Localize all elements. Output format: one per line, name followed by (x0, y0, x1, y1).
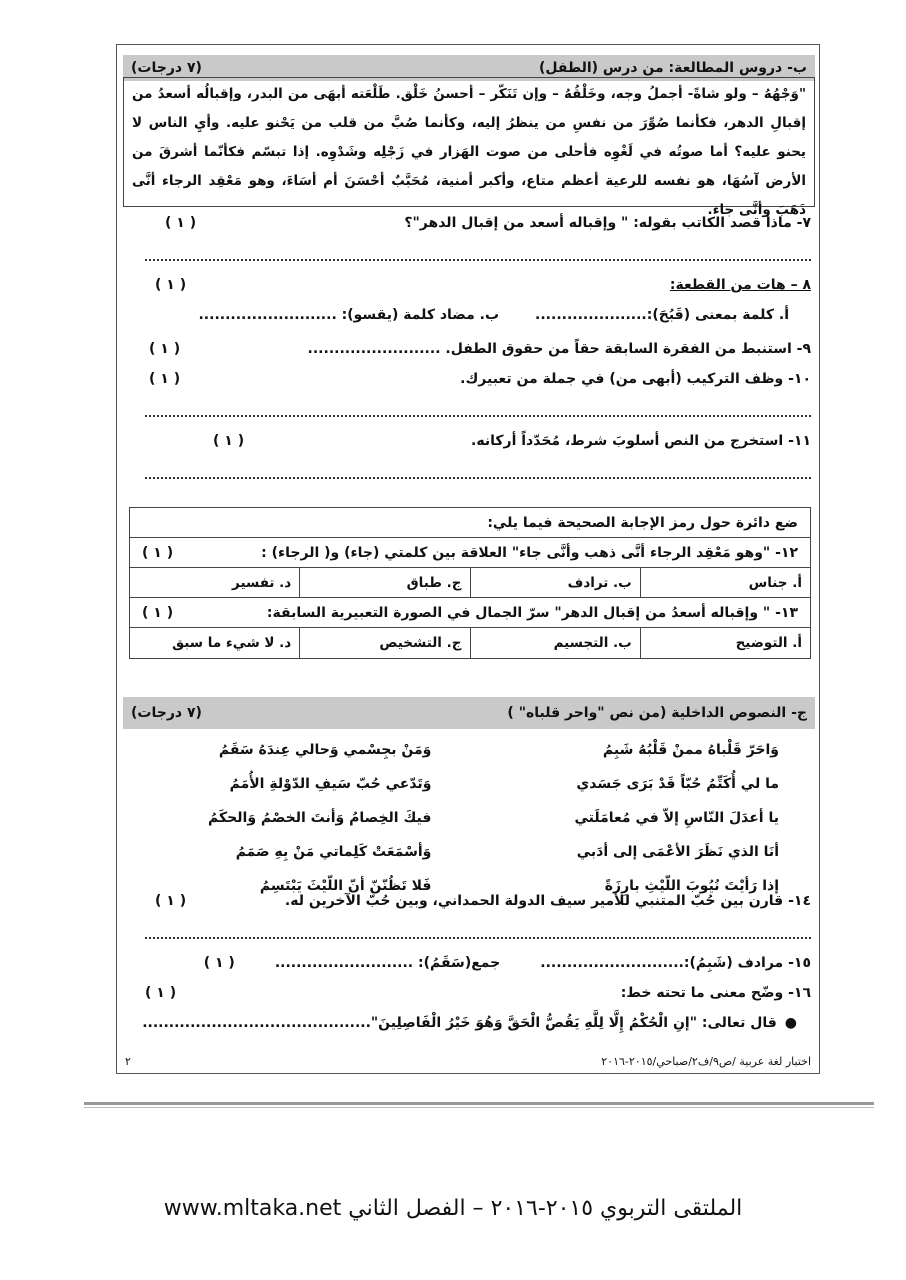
poem-verse: ما لي أُكَتِّمُ حُبّاً قَدْ بَرَى جَسَدي وَتَدّعي حُبّ سَيفِ الدّوْلةِ الأُمَمُ (229, 776, 779, 792)
answer-line[interactable] (145, 415, 811, 417)
question-10-text: ١٠- وظف التركيب (أبهى من) في جملة من تعبيرك. (460, 371, 811, 387)
option-b[interactable]: ب. ترادف (470, 568, 640, 597)
option-a[interactable]: أ. التوضيح (640, 628, 810, 658)
question-16-quote: قال تعالى: "إنِ الْحُكْمُ إِلَّا لِلَّهِ يَقُصُّ الْحَقَّ وَهُوَ خَيْرُ الْفَاصِلِينَ"........................................... (142, 1015, 777, 1031)
question-8-a[interactable]: أ. كلمة بمعنى (قَبُحَ):..................... (535, 307, 789, 323)
question-11 (125, 433, 811, 449)
question-7-text: ٧- ماذا قصد الكاتب بقوله: " وإقباله أسعد من إقبال الدهر"؟ (404, 215, 811, 231)
question-13 (130, 598, 810, 628)
option-a[interactable]: أ. جناس (640, 568, 810, 597)
question-9 (125, 341, 811, 357)
question-16 (125, 985, 811, 1001)
question-9-mark: ( ١ ) (149, 341, 181, 357)
mcq-table (129, 507, 811, 659)
poem-verse: يا أعدَلَ النّاسِ إلاّ في مُعامَلَتي فيكَ الخِصامُ وَأنتَ الخصْمُ وَالحكَمُ (208, 810, 779, 826)
question-13-text: ١٣- " وإقباله أسعدُ من إقبال الدهر" سرّ الجمال في الصورة التعبيرية السابقة: (266, 604, 798, 621)
question-8-mark: ( ١ ) (155, 277, 187, 293)
question-12 (130, 538, 810, 568)
option-d[interactable]: د. تفسير (232, 574, 292, 591)
question-15 (125, 955, 811, 971)
question-12-options (130, 568, 810, 598)
section-c-title: ج- النصوص الداخلية (من نص "واحر قلباه" ) (507, 705, 807, 721)
question-8-b[interactable]: ب. مضاد كلمة (يقسو): .......................... (198, 307, 500, 323)
section-c-header (123, 697, 815, 729)
poem-verse: أنَا الذي نَظَرَ الأعْمَى إلى أدَبي وَأسْمَعَتْ كَلِماتي مَنْ بِهِ صَمَمُ (235, 844, 779, 860)
question-14-text: ١٤- قارن بين حُبّ المتنبي للأمير سيف الدولة الحمداني، وبين حُبّ الآخرين له. (284, 893, 811, 909)
poem (147, 733, 779, 903)
question-14-mark: ( ١ ) (155, 893, 187, 909)
reading-passage: "وَجْهُهُ – ولو شاةً- أجملُ وجه، وخَلْقُهُ – وإن تَنَكّر – أحسنُ خَلْق. طَلْعَته أبهَى من البدر، وإقبالُه أسعدُ من إقبالِ الدهر، فكأنما صُوِّرَ من نفسِ من ينظرُ إليه، وكأنما صُبَّ من قلب من يَحْنو عليه. وأيِ الناس لا يحنو عليه؟ أما صوتُه في لَغْوِه فأحلى من صوت الهَزار في زَجْلِه وشَدْوِه. إذا تبسّم فكأنّما أشرقَ من الأرض آسُهَا، هو نفسه للرعية أعظم متاع، وأكبر أمنية، مُحَبَّبٌ أحْسَنَ أم أسَاءَ، وهو مَعْقِد الرجاء أنَّى ذَهَبَ وأنَّى جاء. (123, 77, 815, 207)
question-13-mark: ( ١ ) (142, 604, 174, 621)
question-7 (125, 215, 811, 231)
option-b[interactable]: ب. التجسيم (470, 628, 640, 658)
exam-page-frame (116, 44, 820, 1074)
mcq-instruction: ضع دائرة حول رمز الإجابة الصحيحة فيما يلي: (130, 508, 810, 538)
question-15-mark: ( ١ ) (203, 955, 235, 971)
site-credit: الملتقى التربوي ٢٠١٥-٢٠١٦ – الفصل الثاني www.mltaka.net (163, 1196, 743, 1221)
question-9-text: ٩- استنبط من الفقرة السابقة حقاً من حقوق الطفل. ......................... (307, 341, 811, 357)
question-16-mark: ( ١ ) (145, 985, 177, 1001)
option-c[interactable]: ج. التشخيص (299, 628, 469, 658)
question-12-text: ١٢- "وهو مَعْقِد الرجاء أنَّى ذهب وأنَّى جاء" العلاقة بين كلمتي (جاء) و( الرجاء) : (261, 544, 798, 561)
question-15-a[interactable]: ١٥- مرادف (شَبِمُ):........................... (540, 955, 811, 971)
question-10 (125, 371, 811, 387)
divider (84, 1102, 874, 1105)
divider (84, 1107, 874, 1108)
question-8-parts (125, 307, 789, 323)
question-13-options (130, 628, 810, 658)
question-8 (125, 277, 811, 293)
answer-line[interactable] (145, 477, 811, 479)
question-15-b[interactable]: جمع(سَقَمُ): .......................... (274, 955, 501, 971)
poem-verse: إذا رَأيْتَ نُيُوبَ اللّيْثِ بارِزَةً فَلا تَظُنّنّ أنّ اللّيْثَ يَبْتَسِمُ (259, 878, 779, 894)
question-11-mark: ( ١ ) (213, 433, 245, 449)
question-8-text: ٨ – هات من القطعة: (669, 277, 811, 293)
option-c[interactable]: ج. طباق (299, 568, 469, 597)
question-7-mark: ( ١ ) (165, 215, 197, 231)
question-16-text: ١٦- وضّح معنى ما تحته خط: (620, 985, 811, 1001)
section-b-marks: (٧ درجات) (131, 60, 202, 76)
question-10-mark: ( ١ ) (149, 371, 181, 387)
bullet-icon: ● (784, 1015, 797, 1031)
exam-code: اختبار لغة عربية /ص٩/ف٢/صباحي/٢٠١٥-٢٠١٦ (601, 1054, 811, 1068)
question-16-verse (125, 1015, 797, 1031)
exam-footer (125, 1051, 811, 1071)
question-11-text: ١١- استخرج من النص أسلوبَ شرط، مُحَدّداً أركانه. (471, 433, 811, 449)
question-12-mark: ( ١ ) (142, 544, 174, 561)
answer-line[interactable] (145, 259, 811, 261)
answer-line[interactable] (145, 937, 811, 939)
page-number: ٢ (125, 1054, 131, 1068)
question-14 (125, 893, 811, 909)
poem-verse: وَاحَرّ قَلْباهُ ممنْ قَلْبُهُ شَبِمُ وَمَنْ بجِسْمي وَحالي عِندَهُ سَقَمُ (218, 742, 779, 758)
option-d[interactable]: د. لا شيء ما سبق (172, 635, 292, 651)
section-b-title: ب- دروس المطالعة: من درس (الطفل) (539, 60, 807, 76)
section-c-marks: (٧ درجات) (131, 705, 202, 721)
